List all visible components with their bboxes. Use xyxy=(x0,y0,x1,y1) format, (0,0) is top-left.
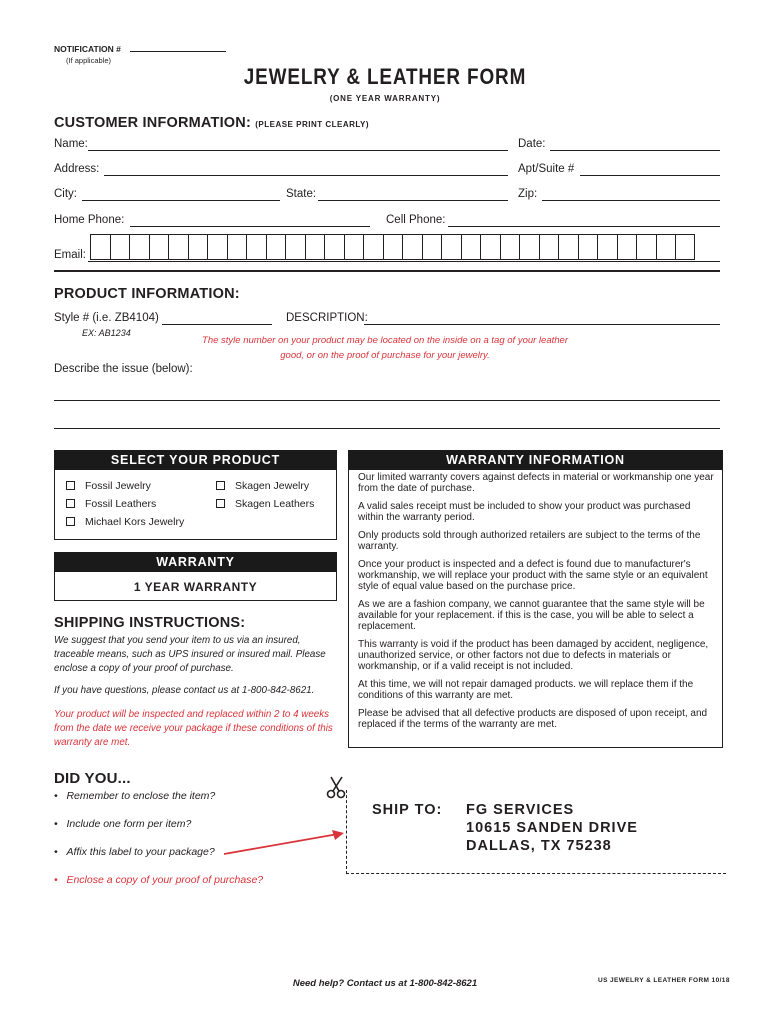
style-label: Style # (i.e. ZB4104) xyxy=(54,312,159,324)
did-you-item: • Enclose a copy of your proof of purchase? xyxy=(54,874,264,886)
warranty-info-body xyxy=(358,472,718,737)
home-phone-label: Home Phone: xyxy=(54,214,125,226)
describe-line-1[interactable] xyxy=(54,400,720,401)
address-field[interactable] xyxy=(104,175,508,176)
email-boxes[interactable] xyxy=(90,234,695,260)
address-label: Address: xyxy=(54,163,100,175)
email-label: Email: xyxy=(54,249,86,261)
ship-to-line1: FG SERVICES xyxy=(466,802,575,818)
product-option-fossil-jewelry[interactable] xyxy=(66,480,151,492)
ship-to-line2: 10615 SANDEN DRIVE xyxy=(466,820,638,836)
state-field[interactable] xyxy=(318,200,508,201)
cell-phone-field[interactable] xyxy=(448,226,720,227)
warranty-para: Only products sold through authorized retailers are subject to the terms of the warranty. xyxy=(358,530,701,552)
did-you-item: • Remember to enclose the item? xyxy=(54,790,216,802)
section-divider xyxy=(54,270,720,272)
checkbox-icon[interactable] xyxy=(216,499,225,508)
product-header: PRODUCT INFORMATION: xyxy=(54,286,240,302)
notification-sub: (If applicable) xyxy=(66,56,112,65)
product-option-label: Skagen Jewelry xyxy=(235,480,310,492)
product-option-skagen-leathers[interactable] xyxy=(216,498,314,510)
style-example: EX: AB1234 xyxy=(82,328,131,338)
product-option-michael-kors-jewelry[interactable] xyxy=(66,516,184,528)
name-label: Name: xyxy=(54,138,88,150)
product-option-label: Skagen Leathers xyxy=(235,498,315,510)
product-option-label: Michael Kors Jewelry xyxy=(85,516,185,528)
did-you-item-text: Include one form per item? xyxy=(66,818,192,830)
footer-code: US JEWELRY & LEATHER FORM 10/18 xyxy=(598,977,730,984)
product-option-fossil-leathers[interactable] xyxy=(66,498,156,510)
customer-header-note: (PLEASE PRINT CLEARLY) xyxy=(255,120,370,129)
home-phone-field[interactable] xyxy=(130,226,370,227)
cell-phone-label: Cell Phone: xyxy=(386,214,446,226)
ship-to-line3: DALLAS, TX 75238 xyxy=(466,838,612,854)
warranty-para: Once your product is inspected and a defect is found due to manufacturer's workmanship, we will replace your product with the same style or an equivalent style of equal value based on the purchase price. xyxy=(358,559,708,592)
apt-field[interactable] xyxy=(580,175,720,176)
notification-field[interactable] xyxy=(130,51,226,52)
scissors-icon xyxy=(326,776,348,800)
warranty-value: 1 YEAR WARRANTY xyxy=(133,580,258,594)
shipping-header: SHIPPING INSTRUCTIONS: xyxy=(54,615,246,631)
description-field[interactable] xyxy=(364,324,720,325)
form-subtitle: (ONE YEAR WARRANTY) xyxy=(329,94,441,103)
did-you-header: DID YOU... xyxy=(54,770,131,787)
shipping-p3: Your product will be inspected and replaced within 2 to 4 weeks from the date we receive your package if these conditions of this warranty are met. xyxy=(54,709,333,748)
notification-label: NOTIFICATION # xyxy=(54,44,121,54)
date-field[interactable] xyxy=(550,150,720,151)
shipping-p1: We suggest that you send your item to us via an insured, traceable means, such as UPS insured or insured mail. Please enclose a copy of your proof of purchase. xyxy=(54,635,326,674)
did-you-item: • Include one form per item? xyxy=(54,818,192,830)
state-label: State: xyxy=(286,188,317,200)
warranty-para: A valid sales receipt must be included to show your product was purchased within the warranty period. xyxy=(358,501,691,523)
did-you-item-text: Remember to enclose the item? xyxy=(66,790,216,802)
warranty-para: As we are a fashion company, we cannot guarantee that the same style will be available for your replacement. if this is the case, you will be able to select a replacement. xyxy=(358,599,705,632)
customer-header xyxy=(54,115,369,131)
did-you-item-text: Enclose a copy of your proof of purchase? xyxy=(66,874,264,886)
city-label: City: xyxy=(54,188,77,200)
city-field[interactable] xyxy=(82,200,280,201)
date-label: Date: xyxy=(518,138,546,150)
checkbox-icon[interactable] xyxy=(216,481,225,490)
describe-line-2[interactable] xyxy=(54,428,720,429)
did-you-item: • Affix this label to your package? xyxy=(54,846,215,858)
footer-help: Need help? Contact us at 1-800-842-8621 xyxy=(292,978,478,989)
description-label: DESCRIPTION: xyxy=(286,312,368,324)
apt-label: Apt/Suite # xyxy=(518,163,575,175)
describe-label: Describe the issue (below): xyxy=(54,363,193,375)
customer-header-text: CUSTOMER INFORMATION: xyxy=(54,115,251,131)
ship-to-label: SHIP TO: xyxy=(372,802,443,818)
checkbox-icon[interactable] xyxy=(66,517,75,526)
select-product-header: SELECT YOUR PRODUCT xyxy=(54,450,337,470)
warranty-info-header: WARRANTY INFORMATION xyxy=(348,450,723,470)
style-note-line1: The style number on your product may be located on the inside on a tag of your leather xyxy=(202,335,568,346)
zip-label: Zip: xyxy=(518,188,538,200)
did-you-item-text: Affix this label to your package? xyxy=(66,846,215,858)
arrow-icon xyxy=(222,828,348,858)
product-option-label: Fossil Jewelry xyxy=(85,480,151,492)
product-option-label: Fossil Leathers xyxy=(85,498,157,510)
style-field[interactable] xyxy=(162,324,272,325)
warranty-para: At this time, we will not repair damaged products. we will replace them if the conditions of this warranty are met. xyxy=(358,679,694,701)
checkbox-icon[interactable] xyxy=(66,499,75,508)
warranty-header: WARRANTY xyxy=(54,552,337,572)
shipping-p2: If you have questions, please contact us at 1-800-842-8621. xyxy=(54,685,315,696)
email-underline xyxy=(88,261,720,262)
form-title: JEWELRY & LEATHER FORM xyxy=(243,64,527,89)
warranty-para: Please be advised that all defective products are disposed of upon receipt, and replaced if the terms of the warranty are met. xyxy=(358,708,708,730)
zip-field[interactable] xyxy=(542,200,720,201)
warranty-para: Our limited warranty covers against defects in material or workmanship one year from the date of purchase. xyxy=(358,472,714,494)
product-option-skagen-jewelry[interactable] xyxy=(216,480,309,492)
name-field[interactable] xyxy=(88,150,508,151)
checkbox-icon[interactable] xyxy=(66,481,75,490)
warranty-para: This warranty is void if the product has been damaged by accident, negligence, unauthorized service, or other factors not due to defects in materials or workmanship, or if a valid receipt is not included. xyxy=(358,639,709,672)
style-note-line2: good, or on the proof of purchase for your jewelry. xyxy=(280,350,490,361)
